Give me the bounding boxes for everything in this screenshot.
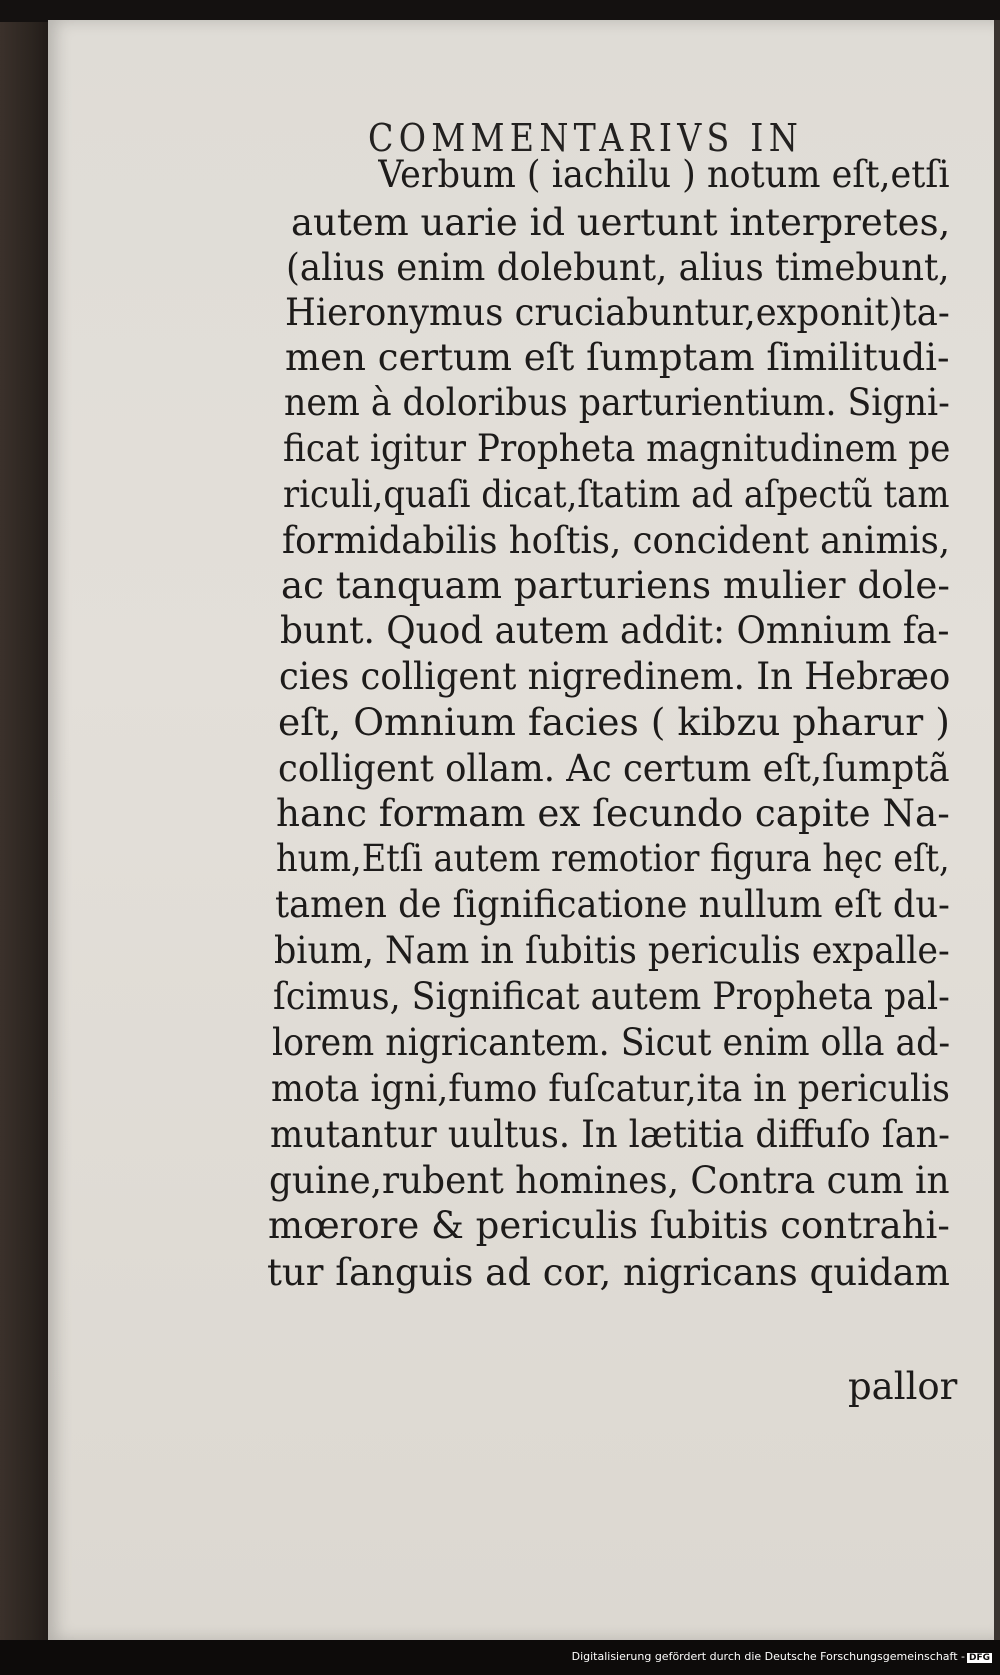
text-line: eſt, Omnium facies ( kibzu pharur ) [278, 701, 950, 744]
text-line: formidabilis hoſtis, concident animis, [282, 519, 950, 562]
catchword: pallor [848, 1365, 958, 1408]
text-line: ac tanquam parturiens mulier dole- [281, 564, 950, 607]
text-line: Verbum ( iachilu ) notum eſt,etſi [378, 153, 950, 196]
text-line: bunt. Quod autem addit: Omnium fa- [280, 609, 950, 652]
text-line: (alius enim dolebunt, alius timebunt, [286, 246, 950, 289]
text-line: colligent ollam. Ac certum eſt,ſumptã [278, 747, 950, 790]
credit-text: Digitalisierung gefördert durch die Deutsche Forschungsgemeinschaft - [571, 1650, 965, 1663]
text-line: lorem nigricantem. Sicut enim olla ad- [272, 1021, 950, 1064]
running-header: COMMENTARIVS IN [368, 116, 804, 160]
digitization-credit [572, 1650, 992, 1663]
text-line: ſcimus, Significat autem Propheta pal- [273, 975, 950, 1018]
text-line: mota igni,fumo fuſcatur,ita in periculis [271, 1067, 950, 1110]
book-page [48, 20, 1000, 1640]
text-line: tamen de ſignificatione nullum eſt du- [275, 883, 950, 926]
text-line: hanc formam ex ſecundo capite Na- [276, 792, 950, 835]
text-line: men certum eſt ſumptam ſimilitudi- [285, 336, 950, 379]
text-line: autem uarie id uertunt interpretes, [291, 201, 950, 244]
text-line: ficat igitur Propheta magnitudinem pe [283, 427, 950, 470]
text-line: mœrore & periculis ſubitis contrahi- [268, 1204, 950, 1247]
book-spine-edge [0, 22, 52, 1640]
text-line: bium, Nam in ſubitis periculis expalle- [274, 929, 950, 972]
text-line: guine,rubent homines, Contra cum in [269, 1159, 950, 1202]
text-line: riculi,quaſi dicat,ſtatim ad aſpectũ tam [283, 473, 950, 516]
text-line: mutantur uultus. In lætitia diffuſo ſan- [270, 1113, 950, 1156]
text-line: hum,Etſi autem remotior figura hęc eſt, [276, 837, 950, 880]
text-line: tur ſanguis ad cor, nigricans quidam [267, 1251, 950, 1294]
text-line: nem à doloribus parturientium. Signi- [284, 381, 950, 424]
top-border [0, 0, 1000, 22]
dfg-logo: DFG [968, 1653, 990, 1663]
text-line: cies colligent nigredinem. In Hebræo [279, 655, 950, 698]
text-line: Hieronymus cruciabuntur,exponit)ta- [285, 291, 950, 334]
